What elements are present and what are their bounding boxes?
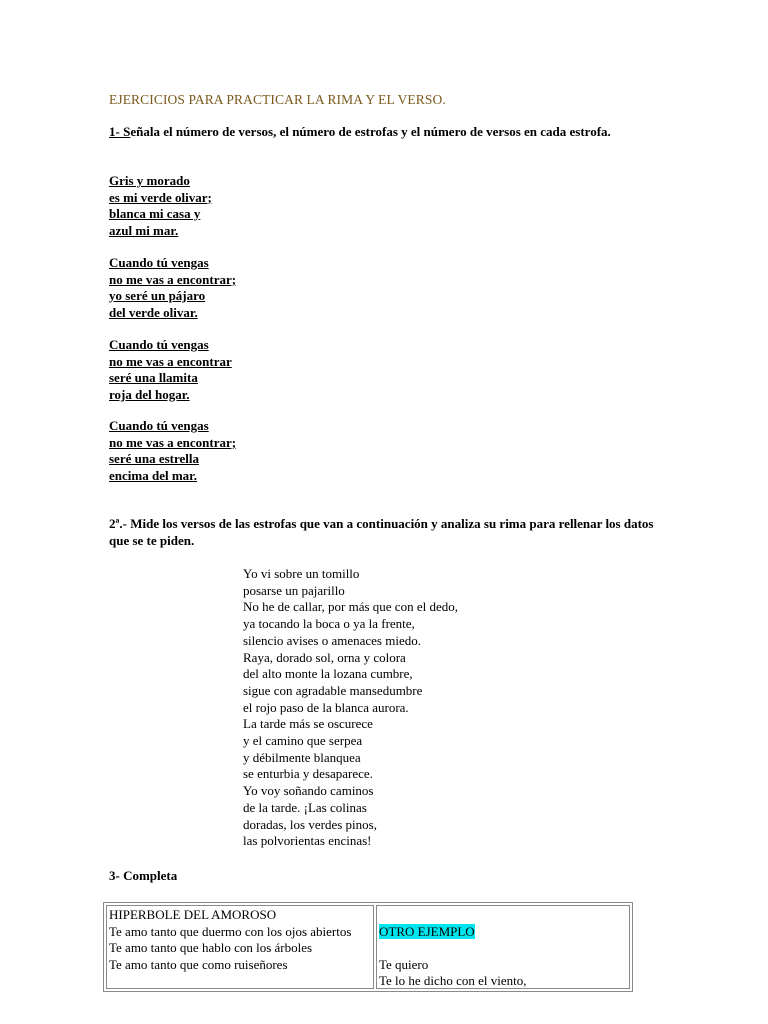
examples-table — [103, 902, 633, 992]
verse: seré una estrella — [109, 451, 200, 466]
poem-line: del alto monte la lozana cumbre, — [243, 666, 413, 682]
verse: blanca mi casa y — [109, 206, 201, 221]
verse: no me vas a encontrar — [109, 353, 232, 369]
poem-line: de la tarde. ¡Las colinas — [243, 799, 367, 815]
poem-line: ya tocando la boca o ya la frente, — [243, 616, 415, 632]
poem-line: Yo voy soñando caminos — [243, 783, 374, 799]
cell-line: Te lo he dicho con el viento, — [379, 973, 527, 988]
verse: Cuando tú vengas — [109, 418, 209, 433]
poem-line: las polvorientas encinas! — [243, 833, 372, 849]
highlighted-heading: OTRO EJEMPLO — [379, 923, 475, 939]
cell-heading — [379, 924, 627, 941]
verse: seré una llamita — [109, 370, 198, 385]
page-title: EJERCICIOS PARA PRACTICAR LA RIMA Y EL VERSO. — [109, 92, 446, 107]
poem-line: sigue con agradable mansedumbre — [243, 682, 423, 698]
verse: azul mi mar. — [109, 222, 179, 238]
cell-line: Te amo tanto que como ruiseñores — [109, 956, 288, 972]
poem-line: y débilmente blanquea — [243, 749, 361, 765]
poem-line: y el camino que serpea — [243, 733, 363, 749]
verse: del verde olivar. — [109, 304, 198, 320]
poem-line: Yo vi sobre un tomillo — [243, 566, 360, 581]
cell-spacer — [379, 940, 627, 957]
cell-line: Te quiero — [379, 956, 429, 972]
stanza-1 — [109, 173, 212, 239]
poem-line: se enturbia y desaparece. — [243, 766, 373, 782]
poem-line: Raya, dorado sol, orna y colora — [243, 649, 406, 665]
poem-line: silencio avises o amenaces miedo. — [243, 632, 421, 648]
poem-line: posarse un pajarillo — [243, 582, 345, 598]
table-cell-other-example — [376, 905, 630, 989]
poem-line: No he de callar, por más que con el dedo, — [243, 599, 458, 615]
poem-line: La tarde más se oscurece — [243, 716, 373, 732]
verse: no me vas a encontrar; — [109, 434, 237, 450]
stanza-2 — [109, 255, 236, 321]
poem-line: doradas, los verdes pinos, — [243, 816, 377, 832]
question-1-text: eñala el número de versos, el número de estrofas y el número de versos en cada estrofa. — [130, 124, 611, 139]
verse: es mi verde olivar; — [109, 189, 212, 205]
verse: Gris y morado — [109, 173, 190, 188]
verse: Cuando tú vengas — [109, 337, 209, 352]
stanza-4 — [109, 418, 236, 484]
cell-spacer — [379, 907, 627, 924]
verse: roja del hogar. — [109, 386, 190, 402]
question-3: 3- Completa — [109, 868, 178, 883]
poem-block — [243, 566, 458, 850]
question-1 — [109, 123, 629, 140]
verse: yo seré un pájaro — [109, 288, 206, 303]
table-cell-hyperbole — [106, 905, 374, 989]
question-2: 2ª.- Mide los versos de las estrofas que van a continuación y analiza su rima para rellenar los datos que se te piden. — [109, 516, 654, 548]
verse: encima del mar. — [109, 467, 197, 483]
cell-line: Te amo tanto que hablo con los árboles — [109, 940, 313, 955]
verse: no me vas a encontrar; — [109, 271, 237, 287]
question-1-number: 1- S — [109, 124, 131, 139]
verse: Cuando tú vengas — [109, 255, 209, 270]
cell-heading: HIPERBOLE DEL AMOROSO — [109, 907, 277, 922]
poem-line: el rojo paso de la blanca aurora. — [243, 699, 409, 715]
stanza-3 — [109, 337, 232, 403]
cell-line: Te amo tanto que duermo con los ojos abiertos — [109, 923, 352, 939]
